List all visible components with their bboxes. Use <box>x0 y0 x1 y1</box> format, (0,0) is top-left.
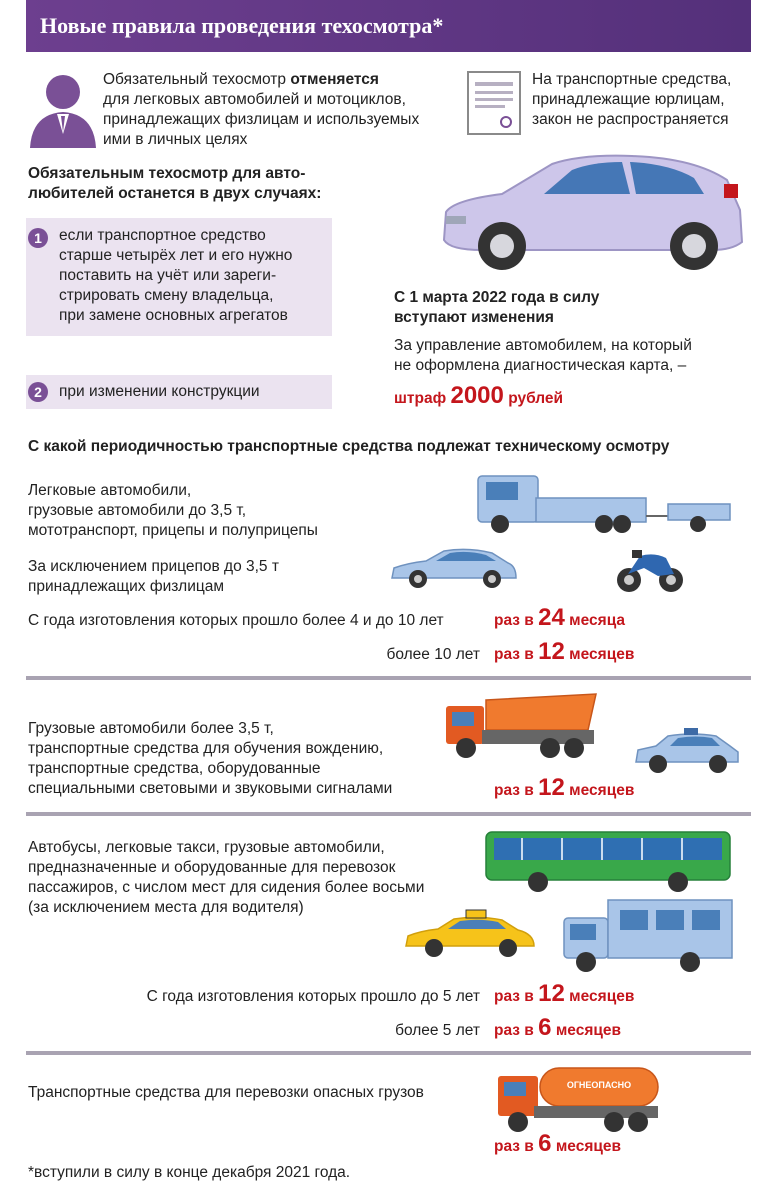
group2-line: транспортные средства, оборудованные <box>28 760 321 777</box>
group3-freq2 <box>494 1014 621 1042</box>
intro-line4: ими в личных целях <box>103 131 248 148</box>
freq-number: 6 <box>538 1014 552 1041</box>
fine-currency: рублей <box>508 390 564 407</box>
periodicity-title: С какой периодичностью транспортные средства подлежат техническому осмотру <box>28 438 670 455</box>
freq-prefix: раз в <box>494 782 534 799</box>
group3-lines <box>28 838 488 918</box>
freq-number: 12 <box>538 638 565 665</box>
group2-freq <box>494 774 634 802</box>
freq-number: 12 <box>538 774 565 801</box>
intro-line2: для легковых автомобилей и мотоциклов, <box>103 91 406 108</box>
freq-prefix: раз в <box>494 1022 534 1039</box>
legal-line3: закон не распространяется <box>532 111 729 128</box>
fine-line1: За управление автомобилем, на который <box>394 337 692 354</box>
group3-line: предназначенные и оборудованные для перевозок <box>28 859 396 876</box>
fine-line2: не оформлена диагностическая карта, – <box>394 357 687 374</box>
fine-text <box>394 336 754 376</box>
freq-number: 6 <box>538 1130 552 1157</box>
group1-cond1: С года изготовления которых прошло более 4 и до 10 лет <box>28 612 444 629</box>
group1-freq2 <box>494 638 634 666</box>
divider <box>26 676 751 680</box>
group3-cond1: С года изготовления которых прошло до 5 лет <box>146 988 480 1005</box>
legal-text <box>532 70 757 130</box>
group1-except1: За исключением прицепов до 3,5 т <box>28 558 279 575</box>
fine-heading <box>394 288 744 328</box>
group1-cond2: более 10 лет <box>386 646 480 663</box>
truck-with-trailer-image <box>472 468 740 534</box>
group1-freq1 <box>494 604 625 632</box>
group1-line: мототранспорт, прицепы и полуприцепы <box>28 522 318 539</box>
fine-number: 2000 <box>450 382 504 409</box>
freq-prefix: раз в <box>494 612 534 629</box>
group3-freq1 <box>494 980 634 1008</box>
motorcycle-image <box>614 544 686 594</box>
group3-line: Автобусы, легковые такси, грузовые автомобили, <box>28 839 385 856</box>
case1-number: 1 <box>28 228 48 248</box>
cases-heading-line2: любителей останется в двух случаях: <box>28 185 322 202</box>
cases-heading-line1: Обязательным техосмотр для авто- <box>28 165 306 182</box>
group1-line: грузовые автомобили до 3,5 т, <box>28 502 247 519</box>
group1-lines <box>28 481 468 541</box>
group1-line: Легковые автомобили, <box>28 482 192 499</box>
fuel-tanker-truck-image <box>494 1062 662 1134</box>
freq-unit: месяцев <box>569 988 635 1005</box>
group3-cond2: более 5 лет <box>395 1022 480 1039</box>
intro-bold: отменяется <box>290 71 379 88</box>
group4-freq <box>494 1130 621 1158</box>
freq-number: 24 <box>538 604 565 631</box>
divider <box>26 1051 751 1055</box>
freq-unit: месяцев <box>555 1138 622 1155</box>
freq-unit: месяцев <box>569 782 635 799</box>
freq-unit: месяца <box>569 612 626 629</box>
intro-line3: принадлежащих физлицам и используемых <box>103 111 420 128</box>
freq-prefix: раз в <box>494 1138 534 1155</box>
case1-line: при замене основных агрегатов <box>59 307 288 324</box>
divider <box>26 812 751 816</box>
passenger-van-truck-image <box>558 896 736 974</box>
page-title: Новые правила проведения техосмотра* <box>40 13 444 38</box>
group2-line: специальными световыми и звуковыми сигналами <box>28 780 393 797</box>
freq-unit: месяцев <box>569 646 635 663</box>
footnote: *вступили в силу в конце декабря 2021 года. <box>28 1164 351 1181</box>
freq-prefix: раз в <box>494 646 534 663</box>
group3-line: пассажиров, с числом мест для сидения более восьми <box>28 879 425 896</box>
legal-line1: На транспортные средства, <box>532 71 732 88</box>
dump-truck-image <box>442 690 602 762</box>
freq-number: 12 <box>538 980 565 1007</box>
cases-heading <box>28 164 388 204</box>
case1-text <box>59 226 331 326</box>
group4-text: Транспортные средства для перевозки опасных грузов <box>28 1084 424 1101</box>
driving-school-car-image <box>632 726 742 776</box>
case1-line: старше четырёх лет и его нужно <box>59 247 293 264</box>
group1-exception <box>28 557 368 597</box>
tank-label: ОГНЕОПАСНО <box>566 1080 632 1090</box>
group2-line: Грузовые автомобили более 3,5 т, <box>28 720 274 737</box>
intro-text <box>103 70 448 150</box>
header-banner <box>26 0 751 52</box>
document-icon <box>466 70 522 136</box>
fine-heading-line2: вступают изменения <box>394 309 554 326</box>
intro-line1: Обязательный техосмотр <box>103 71 291 88</box>
fine-amount <box>394 382 563 410</box>
group3-line: (за исключением места для водителя) <box>28 899 304 916</box>
case2-number: 2 <box>28 382 48 402</box>
fine-label: штраф <box>394 390 447 407</box>
bus-image <box>482 826 736 892</box>
case1-line: поставить на учёт или зареги- <box>59 267 277 284</box>
hatchback-car-image <box>432 150 750 275</box>
group2-lines <box>28 719 448 799</box>
fine-heading-line1: С 1 марта 2022 года в силу <box>394 289 600 306</box>
sedan-car-image <box>388 546 520 592</box>
group1-except2: принадлежащих физлицам <box>28 578 225 595</box>
freq-prefix: раз в <box>494 988 534 1005</box>
group2-line: транспортные средства для обучения вождению, <box>28 740 384 757</box>
legal-line2: принадлежащие юрлицам, <box>532 91 725 108</box>
taxi-car-image <box>402 908 540 960</box>
person-icon <box>28 68 98 148</box>
case1-line: стрировать смену владельца, <box>59 287 274 304</box>
freq-unit: месяцев <box>555 1022 622 1039</box>
case1-line: если транспортное средство <box>59 227 266 244</box>
case2-text: при изменении конструкции <box>59 383 260 400</box>
